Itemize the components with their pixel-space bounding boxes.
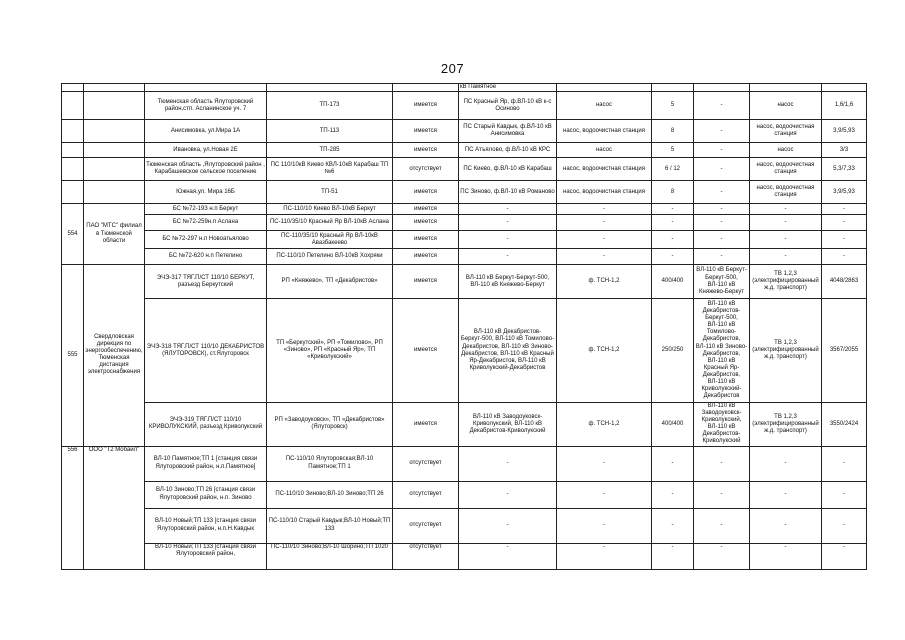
table-cell: имеется: [393, 299, 459, 403]
table-cell: -: [459, 231, 557, 249]
table-cell: ВЛ-10 Новый;ТП 133 [станция связи Ялуторовский район,: [145, 543, 267, 569]
table-cell: насос: [750, 92, 822, 120]
table-cell: насос, водоочистная станция: [750, 158, 822, 181]
table-cell: ТП «Беркутский», РП «Томилово», РП «Зиново», РП «Красный Яр», ТП «Криволукский»: [267, 299, 393, 403]
table-cell: -: [652, 249, 694, 265]
table-cell: БС №72-259н.п Аслана: [145, 215, 267, 231]
table-cell: -: [694, 143, 750, 158]
table-row: [62, 181, 867, 204]
table-cell: -: [694, 215, 750, 231]
table-cell: 5,3/7,33: [822, 158, 867, 181]
table-cell: отсутствует: [393, 158, 459, 181]
table-cell: [84, 158, 145, 181]
table-cell: -: [822, 204, 867, 215]
table-cell: [694, 84, 750, 92]
table-cell: Свердловская дирекция по энергообеспечению, Тюменская дистанция электроснабжения: [84, 265, 145, 446]
table-cell: ПС Киево, ф.ВЛ-10 кВ Карабаш: [459, 158, 557, 181]
table-cell: -: [557, 481, 652, 508]
table-cell: -: [694, 249, 750, 265]
table-cell: БС №72-620 н.п Петелино: [145, 249, 267, 265]
table-cell: [62, 181, 84, 204]
table-cell: -: [822, 543, 867, 569]
table-cell: -: [694, 204, 750, 215]
table-cell: Тюменская область ,Ялуторовский район , Карабашевское сельское поселение: [145, 158, 267, 181]
table-cell: РП «Княжево», ТП «Декабристов»: [267, 265, 393, 299]
table-row: [62, 403, 867, 446]
table-row: [62, 84, 867, 92]
table-row: [62, 158, 867, 181]
table-cell: ВЛ-110 кВ Беркут-Беркут-500, ВЛ-110 кВ Княжево-Беркут: [459, 265, 557, 299]
table-cell: ВЛ-110 кВ Декабристов-Беркут-500, ВЛ-110 кВ Томилово-Декабристов, ВЛ-110 кВ Зиново-Декабристов, ВЛ-110 кВ Красный Яр-Декабристов, ВЛ-110 кВ Криволукский-Декабристов: [459, 299, 557, 403]
table-cell: ВЛ-110 кВ Беркут-Беркут-500, ВЛ-110 кВ Княжево-Беркут: [694, 265, 750, 299]
table-row: [62, 231, 867, 249]
table-cell: -: [694, 481, 750, 508]
table-cell: [62, 84, 84, 92]
table-cell: -: [694, 508, 750, 543]
table-cell: -: [459, 543, 557, 569]
table-cell: ТП-51: [267, 181, 393, 204]
table-cell: ВЛ-110 кВ Заводоуковск-Криволукский, ВЛ-110 кВ Декабристов-Криволукский: [694, 403, 750, 446]
table-cell: -: [459, 446, 557, 481]
table-cell: насос: [557, 143, 652, 158]
consumers-table: [61, 83, 867, 570]
table-cell: ПС-110/10 Старый Кавдык;ВЛ-10 Новый;ТП 133: [267, 508, 393, 543]
table-cell: 3567/2055: [822, 299, 867, 403]
table-cell: [84, 181, 145, 204]
table-cell: отсутствует: [393, 446, 459, 481]
table-row: [62, 543, 867, 569]
table-cell: [62, 120, 84, 143]
table-cell: насос, водоочистная станция: [750, 181, 822, 204]
table-cell: имеется: [393, 120, 459, 143]
table-cell: ТВ 1,2,3 (электрифицированный ж.д. транспорт): [750, 299, 822, 403]
table-cell: -: [750, 231, 822, 249]
table-cell: [750, 84, 822, 92]
table-cell: 4048/2863: [822, 265, 867, 299]
table-cell: -: [557, 543, 652, 569]
table-cell: -: [694, 231, 750, 249]
table-cell: Ивановка, ул.Новая 2Е: [145, 143, 267, 158]
table-cell: 400/400: [652, 265, 694, 299]
table-cell: 8: [652, 120, 694, 143]
table-cell: [145, 84, 267, 92]
table-cell: -: [459, 508, 557, 543]
table-cell: ПАО "МТС" филиал в Тюменской области: [84, 204, 145, 265]
table-cell: ТВ 1,2,3 (электрифицированный ж.д. транспорт): [750, 403, 822, 446]
table-cell: насос: [557, 92, 652, 120]
table-cell: -: [557, 204, 652, 215]
table-cell: отсутствует: [393, 481, 459, 508]
table-cell: [84, 143, 145, 158]
table-cell: -: [557, 231, 652, 249]
table-cell: имеется: [393, 403, 459, 446]
table-cell: ТП-113: [267, 120, 393, 143]
table-cell: ПС 110/10кВ Киево КВЛ-10кВ Карабаш ТП №6: [267, 158, 393, 181]
table-cell: ТВ 1,2,3 (электрифицированный ж.д. транспорт): [750, 265, 822, 299]
table-cell: насос, водоочистная станция: [557, 120, 652, 143]
table-cell: -: [694, 446, 750, 481]
table-cell: [652, 84, 694, 92]
table-cell: ПС-110/10 Ялуторовская;ВЛ-10 Памятное;ТП 1: [267, 446, 393, 481]
table-cell: -: [750, 543, 822, 569]
table-cell: -: [652, 446, 694, 481]
table-cell: -: [750, 446, 822, 481]
table-cell: [84, 120, 145, 143]
table-cell: 555: [62, 265, 84, 446]
table-cell: РП «Заводоуковск», ТП «Декабристов» (Ялуторовск): [267, 403, 393, 446]
table-cell: [267, 84, 393, 92]
table-cell: кВ Памятное: [459, 84, 557, 92]
table-cell: ПС Зиново, ф.ВЛ-10 кВ Романово: [459, 181, 557, 204]
table-cell: 3,9/5,93: [822, 120, 867, 143]
table-cell: Тюменская область Ялуторовский район,стп. Асланинское уч. 7: [145, 92, 267, 120]
table-cell: -: [652, 204, 694, 215]
table-cell: -: [750, 481, 822, 508]
table-cell: ПС-110/10 Зиново;ВЛ-10 Шорино;ТП 1020: [267, 543, 393, 569]
table-cell: имеется: [393, 231, 459, 249]
table-row: [62, 215, 867, 231]
table-cell: имеется: [393, 215, 459, 231]
table-cell: БС №72-193 н.п Беркут: [145, 204, 267, 215]
table-cell: -: [750, 508, 822, 543]
table-row: [62, 481, 867, 508]
table-cell: ЭЧЭ-317 ТЯГ.П/СТ 110/10 БЕРКУТ, разъезд Беркутский: [145, 265, 267, 299]
table-cell: 6 / 12: [652, 158, 694, 181]
table-cell: 556: [62, 446, 84, 569]
table-cell: -: [822, 231, 867, 249]
table-row: [62, 508, 867, 543]
table-cell: насос: [750, 143, 822, 158]
table-cell: отсутствует: [393, 508, 459, 543]
page-number: 207: [440, 61, 465, 76]
table-cell: ПС-110/35/10 Красный Яр ВЛ-10кВ Аслана: [267, 215, 393, 231]
table-cell: ЭЧЭ-319 ТЯГ.П/СТ 110/10 КРИВОЛУКСКИЙ, разъезд Криволукский: [145, 403, 267, 446]
table-cell: насос, водоочистная станция: [557, 181, 652, 204]
table-cell: -: [750, 249, 822, 265]
table-cell: ВЛ-10 Новый;ТП 133 [станция связи Ялуторовский район, н.п.Н.Кавдык: [145, 508, 267, 543]
table-cell: -: [557, 446, 652, 481]
table-cell: 5: [652, 143, 694, 158]
table-cell: ПС-110/10 Петелино ВЛ-10кВ Хохряки: [267, 249, 393, 265]
table-cell: ВЛ-10 Памятное;ТП 1 [станция связи Ялуторовский район, н.п.Памятное]: [145, 446, 267, 481]
table-cell: -: [694, 543, 750, 569]
table-cell: -: [652, 481, 694, 508]
table-cell: -: [459, 249, 557, 265]
table-cell: -: [822, 446, 867, 481]
table-cell: ВЛ-110 кВ Заводоуковск-Криволукский, ВЛ-110 кВ Декабристов-Криволукский: [459, 403, 557, 446]
table-cell: имеется: [393, 265, 459, 299]
table-row: [62, 299, 867, 403]
table-cell: [84, 92, 145, 120]
table-cell: -: [694, 181, 750, 204]
table-cell: имеется: [393, 249, 459, 265]
table-cell: имеется: [393, 143, 459, 158]
table-row: [62, 143, 867, 158]
table-cell: ПС Старый Кавдык, ф.ВЛ-10 кВ Анисимовка: [459, 120, 557, 143]
table-cell: 8: [652, 181, 694, 204]
table-cell: -: [750, 204, 822, 215]
table-cell: ВЛ-10 Зиново;ТП 26 [станция связи Ялуторовский район, н.п. Зиново: [145, 481, 267, 508]
table-cell: -: [459, 481, 557, 508]
table-cell: -: [750, 215, 822, 231]
table-cell: -: [459, 204, 557, 215]
table-cell: ТП-285: [267, 143, 393, 158]
table-cell: -: [557, 249, 652, 265]
table-cell: Южная,ул. Мира 16Б: [145, 181, 267, 204]
table-cell: отсутствует: [393, 543, 459, 569]
table-cell: ПС Атъялово, ф.ВЛ-10 кВ КРС: [459, 143, 557, 158]
table-cell: 400/400: [652, 403, 694, 446]
table-cell: [62, 158, 84, 181]
table-cell: [84, 84, 145, 92]
table-cell: -: [694, 120, 750, 143]
table-cell: [62, 143, 84, 158]
table-cell: -: [652, 231, 694, 249]
table-row: [62, 446, 867, 481]
table-cell: [822, 84, 867, 92]
table-row: [62, 204, 867, 215]
table-cell: 3,9/5,93: [822, 181, 867, 204]
table-row: [62, 92, 867, 120]
table-cell: 554: [62, 204, 84, 265]
table-cell: ф. ТСН-1,2: [557, 265, 652, 299]
table-cell: имеется: [393, 92, 459, 120]
table-cell: ПС-110/10 Зиново;ВЛ-10 Зиново;ТП 26: [267, 481, 393, 508]
table-cell: ЭЧЭ-318 ТЯГ.П/СТ 110/10 ДЕКАБРИСТОВ (ЯЛУТОРОВСК), ст.Ялуторовск: [145, 299, 267, 403]
table-cell: 1,6/1,6: [822, 92, 867, 120]
table-cell: -: [822, 508, 867, 543]
table-cell: -: [694, 158, 750, 181]
table-row: [62, 120, 867, 143]
table-cell: [557, 84, 652, 92]
table-cell: ф. ТСН-1,2: [557, 299, 652, 403]
table-cell: -: [459, 215, 557, 231]
table-cell: -: [822, 215, 867, 231]
table-cell: ООО "Т2 Мобайл": [84, 446, 145, 569]
table-cell: насос, водоочистная станция: [750, 120, 822, 143]
table-row: [62, 265, 867, 299]
table-cell: -: [822, 249, 867, 265]
table-cell: 3/3: [822, 143, 867, 158]
table-cell: имеется: [393, 204, 459, 215]
table-cell: [62, 92, 84, 120]
table-cell: 3550/2424: [822, 403, 867, 446]
table-cell: БС №72-297 н.п Новоатьялово: [145, 231, 267, 249]
table-cell: [393, 84, 459, 92]
table-cell: ПС Красный Яр, ф.ВЛ-10 кВ к-с Осиново: [459, 92, 557, 120]
table-cell: ф. ТСН-1,2: [557, 403, 652, 446]
table-cell: 5: [652, 92, 694, 120]
table-cell: Анисимовка, ул.Мира 1А: [145, 120, 267, 143]
table-cell: -: [652, 543, 694, 569]
table-row: [62, 249, 867, 265]
table-cell: -: [822, 481, 867, 508]
table-cell: ПС-110/10 Киево ВЛ-10кВ Беркут: [267, 204, 393, 215]
table-cell: -: [652, 508, 694, 543]
table-cell: имеется: [393, 181, 459, 204]
table-cell: -: [557, 215, 652, 231]
table-cell: ТП-173: [267, 92, 393, 120]
table-cell: -: [557, 508, 652, 543]
table-cell: насос, водоочистная станция: [557, 158, 652, 181]
table-cell: 250/250: [652, 299, 694, 403]
table-cell: ПС-110/35/10 Красный Яр ВЛ-10кВ Авазбакеево: [267, 231, 393, 249]
table-cell: -: [652, 215, 694, 231]
table-cell: ВЛ-110 кВ Декабристов-Беркут-500, ВЛ-110 кВ Томилово-Декабристов, ВЛ-110 кВ Зиново-Декабристов, ВЛ-110 кВ Красный Яр-Декабристов, ВЛ-110 кВ Криволукский-Декабристов: [694, 299, 750, 403]
table-cell: -: [694, 92, 750, 120]
